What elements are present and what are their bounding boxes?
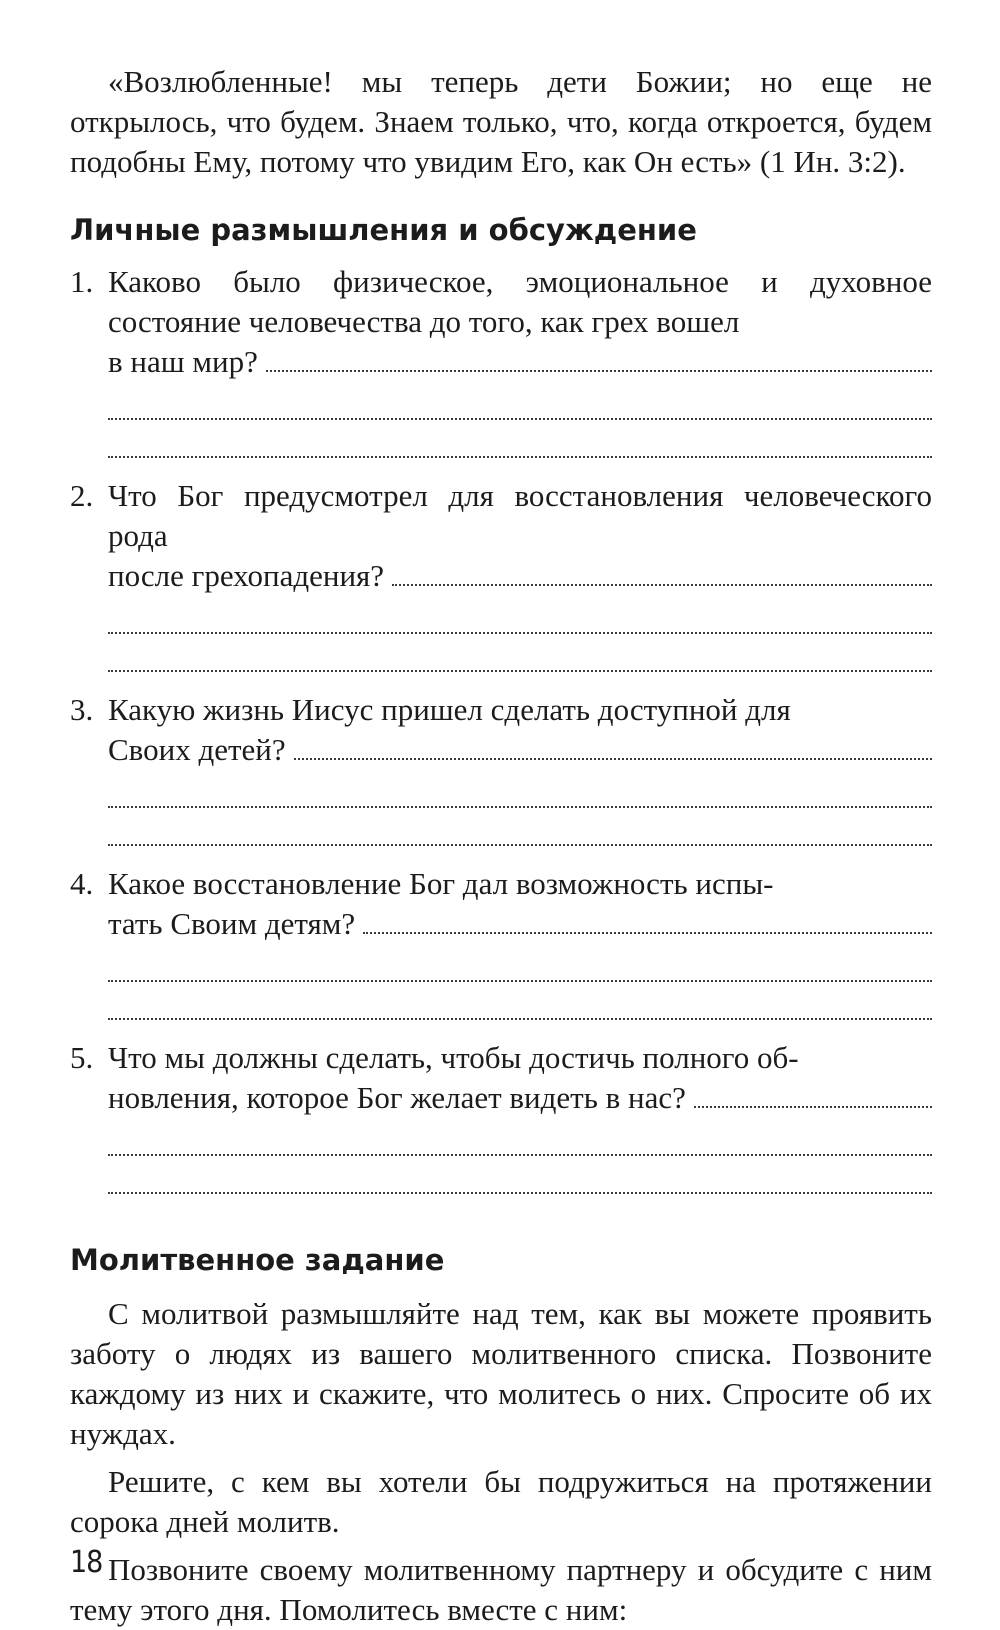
answer-dotted-line[interactable] <box>266 343 932 372</box>
question-1 <box>70 262 932 458</box>
prayer-paragraph-1: С молитвой размышляйте над тем, как вы можете проявить заботу о людях из вашего молитвенного списка. Позвоните каждому из них и скажите, что молитесь о них. Спросите об их нуждах. <box>70 1296 932 1451</box>
question-number: 5. <box>70 1040 94 1075</box>
page-content <box>70 62 932 1630</box>
question-text-end: новления, которое Бог желает видеть в нас? <box>108 1080 686 1115</box>
question-4 <box>70 864 932 1020</box>
question-text: Что Бог предусмотрел для восстановления человеческого рода <box>108 478 932 553</box>
bible-quote: «Возлюбленные! мы теперь дети Божии; но еще не открылось, что будем. Знаем только, что, когда откроется, будем подобны Ему, потому что увидим Его, как Он есть» (1 Ин. 3:2). <box>70 64 932 179</box>
answer-field[interactable] <box>108 342 932 382</box>
page-number: 18 <box>70 1545 103 1580</box>
answer-dotted-line[interactable] <box>108 596 932 634</box>
answer-dotted-line[interactable] <box>108 982 932 1020</box>
answer-dotted-line[interactable] <box>108 770 932 808</box>
question-2 <box>70 476 932 672</box>
answer-dotted-line[interactable] <box>108 382 932 420</box>
prayer-paragraph-3: Позвоните своему молитвенному партнеру и обсудите с ним тему этого дня. Помолитесь вместе с ним: <box>70 1552 932 1627</box>
question-5 <box>70 1038 932 1194</box>
answer-dotted-line[interactable] <box>108 1156 932 1194</box>
section-title-reflection: Личные размышления и обсуждение <box>70 213 697 247</box>
answer-dotted-line[interactable] <box>108 634 932 672</box>
question-3 <box>70 690 932 846</box>
question-text-end: в наш мир? <box>108 344 258 379</box>
question-text: Какую жизнь Иисус пришел сделать доступной для <box>108 692 791 727</box>
question-text-end: тать Своим детям? <box>108 906 356 941</box>
answer-dotted-line[interactable] <box>108 420 932 458</box>
answer-dotted-line[interactable] <box>363 905 932 934</box>
question-number: 2. <box>70 478 94 513</box>
question-number: 4. <box>70 866 94 901</box>
question-number: 1. <box>70 264 94 299</box>
question-text: Каково было физическое, эмоциональное и духовное состояние человечества до того, как грех вошел <box>108 264 932 339</box>
answer-dotted-line[interactable] <box>108 1118 932 1156</box>
answer-dotted-line[interactable] <box>694 1079 932 1108</box>
question-text: Какое восстановление Бог дал возможность испы- <box>108 866 774 901</box>
answer-field[interactable] <box>108 556 932 596</box>
answer-field[interactable] <box>108 904 932 944</box>
answer-dotted-line[interactable] <box>294 731 932 760</box>
prayer-paragraph-2: Решите, с кем вы хотели бы подружиться на протяжении сорока дней молитв. <box>70 1464 932 1539</box>
question-number: 3. <box>70 692 94 727</box>
answer-dotted-line[interactable] <box>108 944 932 982</box>
answer-field[interactable] <box>108 1078 932 1118</box>
answer-field[interactable] <box>108 730 932 770</box>
question-text-end: после грехопадения? <box>108 558 385 593</box>
answer-dotted-line[interactable] <box>392 557 932 586</box>
section-title-prayer-task: Молитвенное задание <box>70 1243 445 1277</box>
question-text-end: Своих детей? <box>108 732 286 767</box>
answer-dotted-line[interactable] <box>108 808 932 846</box>
question-text: Что мы должны сделать, чтобы достичь полного об- <box>108 1040 799 1075</box>
